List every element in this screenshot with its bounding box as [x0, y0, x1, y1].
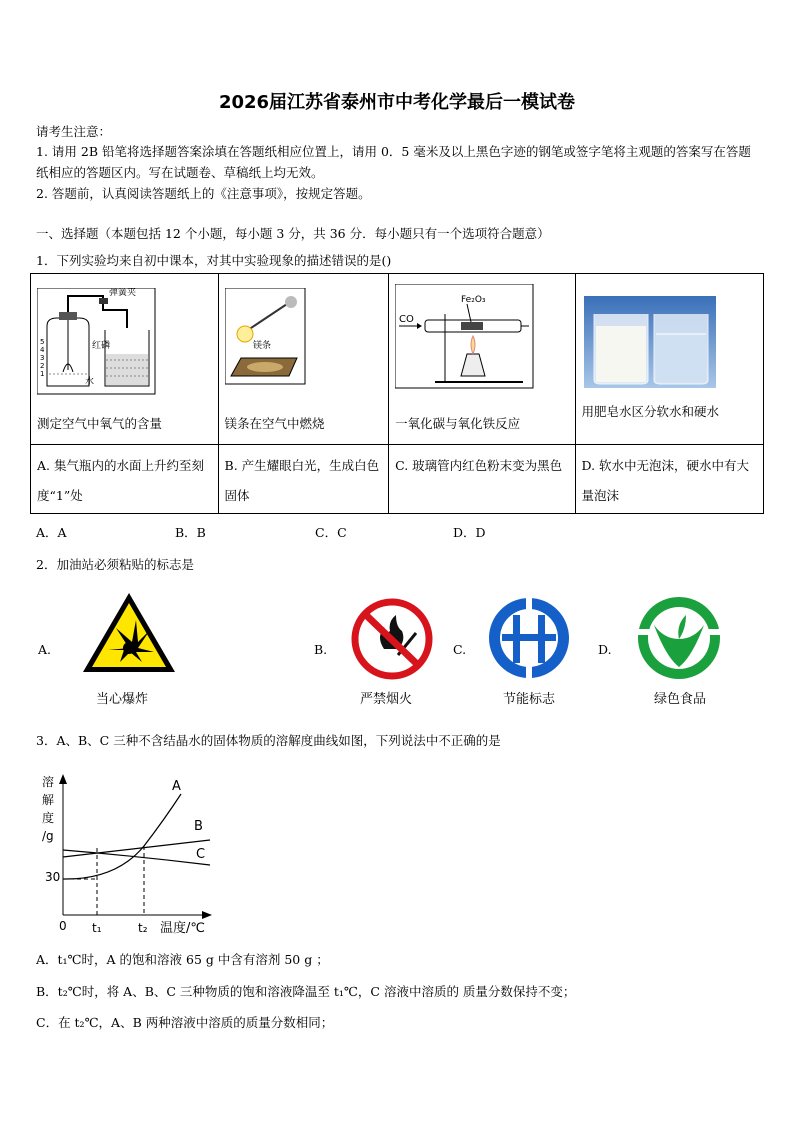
- q1-option-d: D. 软水中无泡沫，硬水中有大量泡沫: [581, 458, 750, 503]
- q2-letter-b[interactable]: B.: [314, 642, 328, 657]
- solubility-curve-graph: [36, 768, 226, 938]
- y-label-2: 解: [42, 793, 55, 807]
- co-fe2o3-illustration: [395, 284, 535, 390]
- q1-choice-d[interactable]: D．D: [453, 525, 486, 540]
- no-fire-icon: [350, 597, 434, 681]
- soap-water-beakers-photo: [584, 296, 716, 388]
- q1-caption-4: 用肥皂水区分软水和硬水: [581, 404, 720, 419]
- q1-stem: 1．下列实验均来自初中课本，对其中实验现象的描述错误的是(): [36, 253, 392, 268]
- svg-text:2: 2: [40, 362, 45, 370]
- q2-letter-c[interactable]: C.: [453, 642, 467, 657]
- q1-option-c: C. 玻璃管内红色粉末变为黑色: [395, 458, 563, 473]
- q1-option-b: B. 产生耀眼白光，生成白色固体: [224, 458, 380, 503]
- water-label: 水: [85, 377, 95, 387]
- explosion-warning-icon: [80, 590, 178, 676]
- curve-a: [63, 794, 181, 879]
- curve-a-label: A: [172, 779, 181, 794]
- q1-choice-c[interactable]: C．C: [315, 525, 347, 540]
- y-label-4: /g: [42, 829, 54, 843]
- mg-strip-label: 镁条: [252, 341, 271, 351]
- green-food-icon: [636, 595, 722, 681]
- q2-stem: 2．加油站必须粘贴的标志是: [36, 557, 194, 572]
- q1-caption-2: 镁条在空气中燃烧: [224, 416, 325, 431]
- q2-label-b: 严禁烟火: [360, 692, 413, 707]
- y-label-3: 度: [42, 811, 55, 825]
- notice-item-1: 1. 请用 2B 铅笔将选择题答案涂填在答题纸相应位置上，请用 0．5 毫米及以上黑色字迹的钢笔或签字笔将主观题的答案写在答题纸相应的答题区内。写在试题卷、草稿纸上均无效。: [36, 144, 751, 180]
- section-heading: 一、选择题（本题包括 12 个小题，每小题 3 分，共 36 分．每小题只有一个选项符合题意）: [36, 226, 550, 241]
- svg-text:5: 5: [40, 338, 45, 346]
- q3-stem: 3．A、B、C 三种不含结晶水的固体物质的溶解度曲线如图，下列说法中不正确的是: [36, 733, 501, 748]
- curve-c: [63, 850, 210, 865]
- q2-letter-d[interactable]: D.: [598, 642, 612, 657]
- notice-heading: 请考生注意：: [36, 124, 112, 139]
- curve-c-label: C: [196, 847, 206, 862]
- fe2o3-label: Fe₂O₃: [461, 295, 486, 305]
- q1-caption-3: 一氧化碳与氧化铁反应: [395, 416, 521, 431]
- curve-b-label: B: [194, 819, 203, 834]
- t1-label: t₁: [92, 921, 102, 935]
- q1-cell-1: [31, 274, 219, 445]
- t2-label: t₂: [138, 921, 148, 935]
- page-title: 2026届江苏省泰州市中考化学最后一模试卷: [218, 92, 576, 113]
- q3-option-c[interactable]: C．在 t₂℃，A、B 两种溶液中溶质的质量分数相同；: [36, 1015, 334, 1030]
- origin-label: 0: [59, 919, 67, 933]
- energy-saving-icon: [486, 595, 572, 681]
- q1-cell-3: [389, 274, 575, 445]
- svg-text:3: 3: [40, 354, 45, 362]
- oxygen-apparatus-illustration: [37, 288, 157, 396]
- q1-cell-2: [218, 274, 389, 445]
- q2-label-d: 绿色食品: [654, 692, 707, 707]
- q1-table: [30, 273, 764, 514]
- magnesium-burning-illustration: [225, 288, 307, 386]
- y-label-1: 溶: [42, 775, 55, 789]
- q3-option-b[interactable]: B．t₂℃时，将 A、B、C 三种物质的饱和溶液降温至 t₁℃，C 溶液中溶质的 质量分数保持不变；: [36, 984, 576, 999]
- q1-choice-b[interactable]: B．B: [175, 525, 206, 540]
- q2-letter-a[interactable]: A.: [38, 642, 52, 657]
- co-label: CO: [399, 314, 414, 325]
- q1-choice-a[interactable]: A．A: [36, 525, 67, 540]
- spring-clip-label: 弹簧夹: [109, 288, 137, 298]
- svg-text:1: 1: [40, 370, 45, 378]
- y-tick-30: 30: [45, 870, 61, 884]
- svg-text:4: 4: [40, 346, 45, 354]
- q1-option-a: A. 集气瓶内的水面上升约至刻度“1”处: [37, 458, 204, 503]
- q3-option-a[interactable]: A．t₁℃时，A 的饱和溶液 65 g 中含有溶剂 50 g ；: [36, 952, 329, 967]
- q2-label-c: 节能标志: [503, 692, 556, 707]
- red-phosphorus-label: 红磷: [92, 341, 111, 351]
- x-axis-label: 温度/℃: [160, 921, 205, 936]
- q2-label-a: 当心爆炸: [96, 692, 149, 707]
- notice-item-2: 2. 答题前，认真阅读答题纸上的《注意事项》，按规定答题。: [36, 186, 371, 201]
- q1-cell-4: [575, 274, 763, 445]
- q1-caption-1: 测定空气中氧气的含量: [37, 416, 163, 431]
